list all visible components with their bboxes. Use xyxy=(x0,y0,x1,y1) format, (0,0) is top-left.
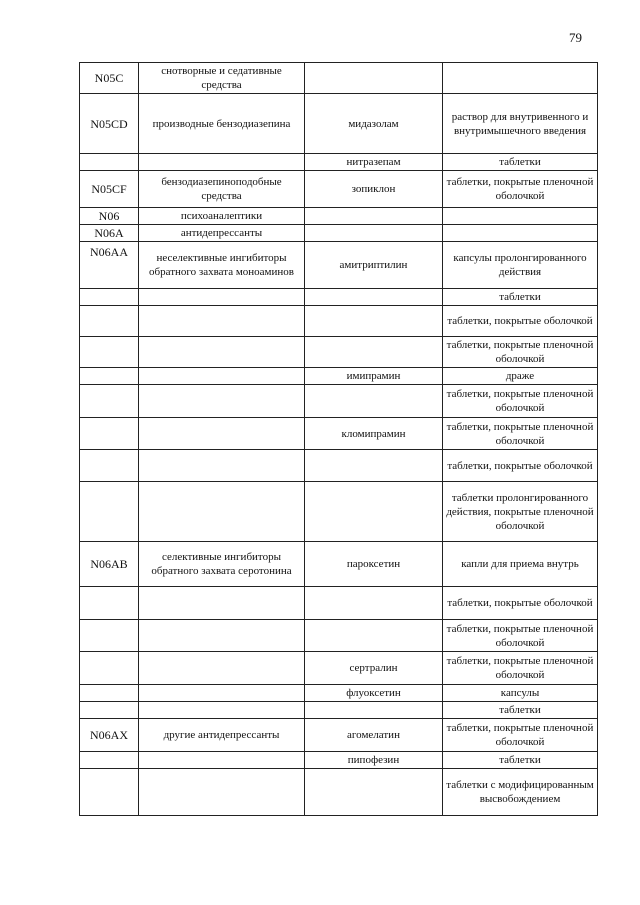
dosage-form-cell: таблетки, покрытые оболочкой xyxy=(443,587,598,620)
table-row xyxy=(80,752,598,769)
table-row xyxy=(80,652,598,685)
group-name-cell xyxy=(139,685,305,702)
table-row xyxy=(80,542,598,587)
table-row xyxy=(80,620,598,652)
atc-code-cell xyxy=(80,769,139,816)
drug-name-cell xyxy=(305,769,443,816)
drug-name-cell: флуоксетин xyxy=(305,685,443,702)
group-name-cell: антидепрессанты xyxy=(139,225,305,242)
table-row xyxy=(80,587,598,620)
atc-code-cell xyxy=(80,587,139,620)
dosage-form-cell: капли для приема внутрь xyxy=(443,542,598,587)
dosage-form-cell: таблетки, покрытые оболочкой xyxy=(443,306,598,337)
dosage-form-cell: таблетки с модифицированным высвобождением xyxy=(443,769,598,816)
drug-name-cell xyxy=(305,289,443,306)
dosage-form-cell: таблетки, покрытые пленочной оболочкой xyxy=(443,719,598,752)
drug-name-cell xyxy=(305,306,443,337)
dosage-form-cell: таблетки, покрытые пленочной оболочкой xyxy=(443,337,598,368)
table-row xyxy=(80,171,598,208)
dosage-form-cell: драже xyxy=(443,368,598,385)
table-row xyxy=(80,385,598,418)
atc-code-cell xyxy=(80,337,139,368)
dosage-form-cell: таблетки, покрытые пленочной оболочкой xyxy=(443,171,598,208)
group-name-cell xyxy=(139,385,305,418)
group-name-cell xyxy=(139,587,305,620)
drug-name-cell: кломипрамин xyxy=(305,418,443,450)
atc-code-cell xyxy=(80,385,139,418)
atc-code-cell xyxy=(80,368,139,385)
drug-name-cell: имипрамин xyxy=(305,368,443,385)
drug-name-cell: амитриптилин xyxy=(305,242,443,289)
atc-code-cell: N06A xyxy=(80,225,139,242)
atc-code-cell xyxy=(80,685,139,702)
table-row xyxy=(80,702,598,719)
group-name-cell: производные бензодиазепина xyxy=(139,94,305,154)
drug-name-cell xyxy=(305,482,443,542)
group-name-cell: бензодиазепиноподобные средства xyxy=(139,171,305,208)
dosage-form-cell xyxy=(443,208,598,225)
table-row xyxy=(80,242,598,289)
group-name-cell xyxy=(139,620,305,652)
table-row xyxy=(80,769,598,816)
atc-code-cell xyxy=(80,418,139,450)
atc-code-cell: N05C xyxy=(80,63,139,94)
table-row xyxy=(80,225,598,242)
drug-name-cell: пипофезин xyxy=(305,752,443,769)
group-name-cell: селективные ингибиторы обратного захвата серотонина xyxy=(139,542,305,587)
dosage-form-cell: таблетки, покрытые пленочной оболочкой xyxy=(443,385,598,418)
atc-code-cell xyxy=(80,652,139,685)
drug-name-cell xyxy=(305,702,443,719)
dosage-form-cell: таблетки, покрытые пленочной оболочкой xyxy=(443,620,598,652)
group-name-cell xyxy=(139,289,305,306)
table-row xyxy=(80,289,598,306)
table-row xyxy=(80,482,598,542)
atc-code-cell xyxy=(80,289,139,306)
drug-name-cell xyxy=(305,208,443,225)
drug-name-cell: мидазолам xyxy=(305,94,443,154)
table-row xyxy=(80,685,598,702)
atc-code-cell xyxy=(80,752,139,769)
dosage-form-cell: капсулы пролонгированного действия xyxy=(443,242,598,289)
dosage-form-cell xyxy=(443,63,598,94)
dosage-form-cell: таблетки пролонгированного действия, покрытые пленочной оболочкой xyxy=(443,482,598,542)
drug-name-cell xyxy=(305,587,443,620)
group-name-cell: снотворные и седативные средства xyxy=(139,63,305,94)
atc-code-cell: N05CD xyxy=(80,94,139,154)
dosage-form-cell: раствор для внутривенного и внутримышечного введения xyxy=(443,94,598,154)
group-name-cell: психоаналептики xyxy=(139,208,305,225)
drug-name-cell: сертралин xyxy=(305,652,443,685)
table-row xyxy=(80,719,598,752)
drug-name-cell xyxy=(305,450,443,482)
atc-code-cell xyxy=(80,306,139,337)
atc-code-cell xyxy=(80,154,139,171)
group-name-cell xyxy=(139,306,305,337)
drug-name-cell xyxy=(305,225,443,242)
table-row xyxy=(80,94,598,154)
group-name-cell xyxy=(139,652,305,685)
table-row xyxy=(80,418,598,450)
dosage-form-cell: таблетки, покрытые оболочкой xyxy=(443,450,598,482)
atc-code-cell: N06AA xyxy=(80,242,139,289)
table-row xyxy=(80,154,598,171)
drug-name-cell xyxy=(305,63,443,94)
group-name-cell xyxy=(139,482,305,542)
group-name-cell xyxy=(139,337,305,368)
group-name-cell xyxy=(139,418,305,450)
atc-code-cell: N06AB xyxy=(80,542,139,587)
group-name-cell: неселективные ингибиторы обратного захвата моноаминов xyxy=(139,242,305,289)
dosage-form-cell: таблетки xyxy=(443,752,598,769)
group-name-cell xyxy=(139,450,305,482)
atc-code-cell xyxy=(80,482,139,542)
drug-name-cell xyxy=(305,337,443,368)
dosage-form-cell: таблетки, покрытые пленочной оболочкой xyxy=(443,652,598,685)
table-row xyxy=(80,450,598,482)
dosage-form-cell: таблетки xyxy=(443,702,598,719)
drug-name-cell: агомелатин xyxy=(305,719,443,752)
group-name-cell xyxy=(139,154,305,171)
table-row xyxy=(80,208,598,225)
atc-code-cell: N06 xyxy=(80,208,139,225)
atc-code-cell xyxy=(80,620,139,652)
table-row xyxy=(80,368,598,385)
atc-code-cell: N05CF xyxy=(80,171,139,208)
drug-name-cell: зопиклон xyxy=(305,171,443,208)
table-row xyxy=(80,63,598,94)
dosage-form-cell: таблетки, покрытые пленочной оболочкой xyxy=(443,418,598,450)
drug-name-cell xyxy=(305,620,443,652)
drug-name-cell: пароксетин xyxy=(305,542,443,587)
atc-code-cell xyxy=(80,702,139,719)
dosage-form-cell xyxy=(443,225,598,242)
table-row xyxy=(80,337,598,368)
dosage-form-cell: таблетки xyxy=(443,154,598,171)
dosage-form-cell: таблетки xyxy=(443,289,598,306)
group-name-cell xyxy=(139,752,305,769)
table-row xyxy=(80,306,598,337)
drug-name-cell xyxy=(305,385,443,418)
drug-name-cell: нитразепам xyxy=(305,154,443,171)
drug-classification-table xyxy=(79,62,598,816)
dosage-form-cell: капсулы xyxy=(443,685,598,702)
group-name-cell: другие антидепрессанты xyxy=(139,719,305,752)
group-name-cell xyxy=(139,368,305,385)
group-name-cell xyxy=(139,769,305,816)
atc-code-cell xyxy=(80,450,139,482)
group-name-cell xyxy=(139,702,305,719)
page-number: 79 xyxy=(569,30,582,45)
atc-code-cell: N06AX xyxy=(80,719,139,752)
